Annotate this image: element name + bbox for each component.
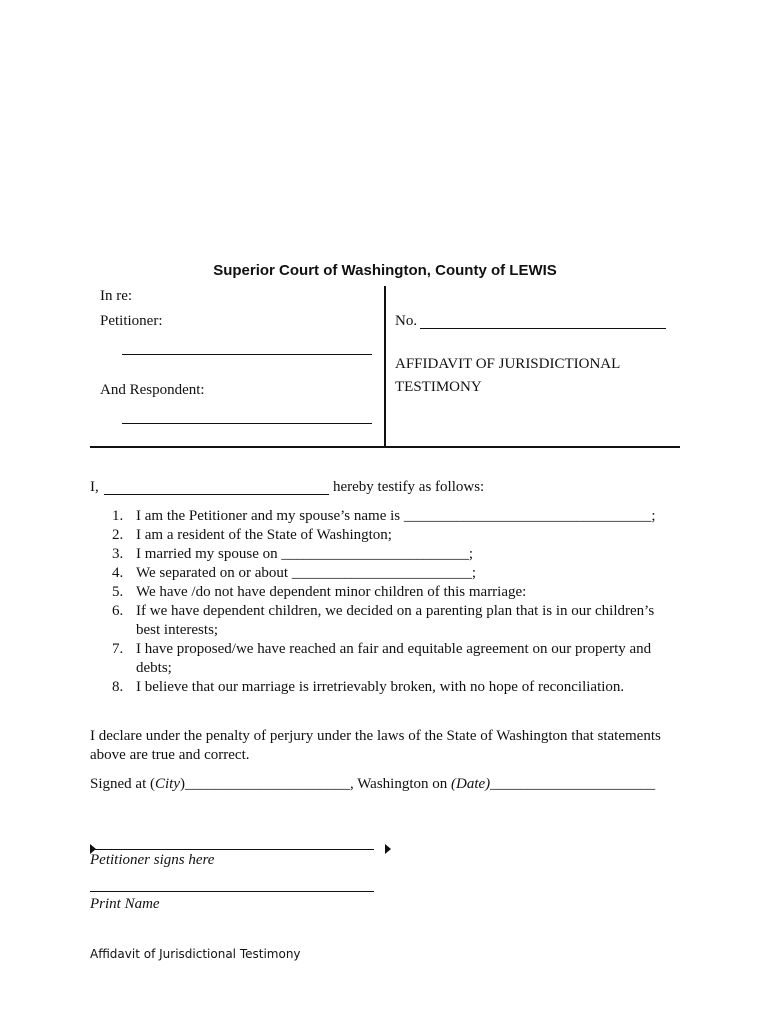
affiant-name-field[interactable] (104, 494, 329, 495)
list-item (112, 564, 666, 583)
item-text: We separated on or about ________________________; (136, 565, 476, 581)
sign-here-end-arrow-icon (385, 844, 391, 854)
list-item (112, 583, 666, 602)
print-name-label: Print Name (90, 896, 160, 912)
signed-prefix: Signed at ( (90, 776, 155, 792)
list-item (112, 640, 666, 678)
item-number: 6. (112, 603, 124, 619)
caption-divider (384, 286, 386, 446)
item-text: I married my spouse on _________________________; (136, 546, 474, 562)
print-name-field[interactable] (90, 891, 374, 892)
item-number: 2. (112, 527, 124, 543)
item-text: We have /do not have dependent minor children of this marriage: (136, 584, 527, 600)
document-title-line2: TESTIMONY (395, 379, 482, 395)
respondent-name-field[interactable] (122, 423, 372, 424)
respondent-label: And Respondent: (100, 382, 205, 398)
testimony-list (112, 507, 666, 697)
list-item (112, 678, 666, 697)
item-text: I believe that our marriage is irretrievably broken, with no hope of reconciliation. (136, 679, 625, 695)
item-text: I have proposed/we have reached an fair and equitable agreement on our property and debts; (136, 641, 652, 676)
signed-at-line (90, 776, 655, 793)
list-item (112, 602, 666, 640)
list-item (112, 526, 666, 545)
case-number-field[interactable] (420, 328, 666, 329)
petitioner-label: Petitioner: (100, 313, 163, 329)
document-title-line1: AFFIDAVIT OF JURISDICTIONAL (395, 356, 621, 372)
item-number: 4. (112, 565, 124, 581)
petitioner-signs-label: Petitioner signs here (90, 852, 215, 868)
petitioner-name-field[interactable] (122, 354, 372, 355)
court-title: Superior Court of Washington, County of LEWIS (213, 262, 557, 279)
case-number-label: No. (395, 313, 418, 329)
item-number: 5. (112, 584, 124, 600)
city-field[interactable]: )______________________, Washington on (180, 776, 452, 792)
item-number: 8. (112, 679, 124, 695)
list-item (112, 545, 666, 564)
list-item (112, 507, 666, 526)
date-label: (Date) (451, 776, 491, 792)
intro-suffix: hereby testify as follows: (333, 479, 485, 495)
item-number: 7. (112, 641, 124, 657)
date-field[interactable]: ______________________ (490, 776, 656, 792)
item-text: If we have dependent children, we decided on a parenting plan that is in our children’s best interests; (136, 603, 655, 638)
item-text: I am the Petitioner and my spouse’s name is _________________________________; (136, 508, 656, 524)
footer-document-name: Affidavit of Jurisdictional Testimony (90, 947, 301, 961)
item-number: 3. (112, 546, 124, 562)
perjury-declaration: I declare under the penalty of perjury under the laws of the State of Washington that statements above are true and correct. (90, 728, 661, 763)
item-text: I am a resident of the State of Washington; (136, 527, 392, 543)
item-number: 1. (112, 508, 124, 524)
city-label: City (155, 776, 180, 792)
intro-prefix: I, (90, 479, 99, 495)
petitioner-signature-field[interactable] (92, 849, 374, 850)
in-re-label: In re: (100, 288, 133, 304)
